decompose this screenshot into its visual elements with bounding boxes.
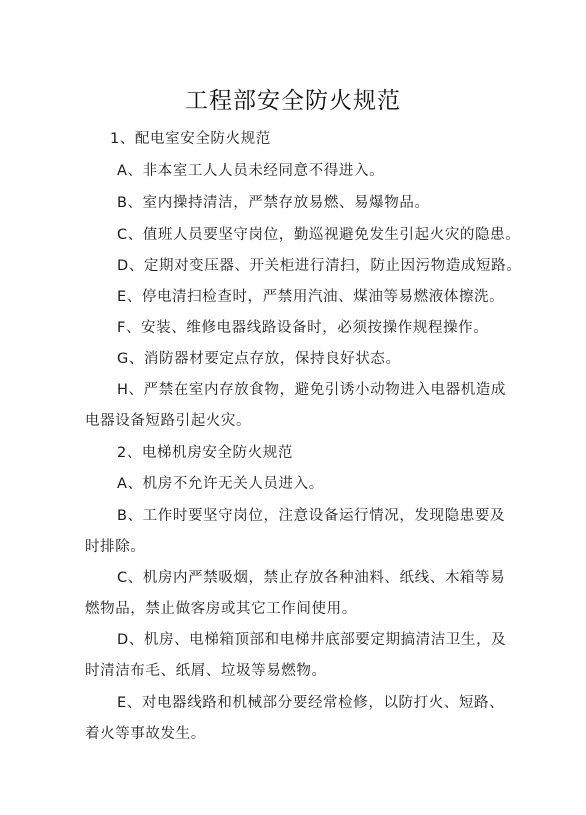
section-2-heading: 2、电梯机房安全防火规范 bbox=[117, 445, 293, 461]
section-1-item-h: H、严禁在室内存放食物，避免引诱小动物进入电器机造成 bbox=[117, 382, 507, 398]
section-1-item-f: F、安装、维修电器线路设备时，必须按操作规程操作。 bbox=[117, 320, 489, 336]
section-2-item-c-continued: 燃物品，禁止做客房或其它工作间使用。 bbox=[85, 601, 357, 617]
section-1-item-e: E、停电清扫检查时，严禁用汽油、煤油等易燃液体擦洗。 bbox=[117, 289, 505, 305]
document-title: 工程部安全防火规范 bbox=[185, 88, 401, 114]
section-2-item-b-continued: 时排除。 bbox=[85, 539, 146, 555]
section-2-item-d: D、机房、电梯箱顶部和电梯井底部要定期搞清洁卫生，及 bbox=[117, 632, 507, 648]
section-1-heading: 1、配电室安全防火规范 bbox=[110, 131, 271, 147]
section-1-item-d: D、定期对变压器、开关柜进行清扫，防止因污物造成短路。 bbox=[117, 258, 522, 274]
section-2-item-e: E、对电器线路和机械部分要经常检修，以防打火、短路、 bbox=[117, 695, 505, 711]
section-1-item-g: G、消防器材要定点存放，保持良好状态。 bbox=[117, 351, 401, 367]
section-2-item-b: B、工作时要坚守岗位，注意设备运行情况，发现隐患要及 bbox=[117, 508, 506, 524]
section-1-item-b: B、室内操持清洁，严禁存放易燃、易爆物品。 bbox=[117, 195, 430, 211]
section-1-item-h-continued: 电器设备短路引起火灾。 bbox=[85, 413, 252, 429]
section-1-item-a: A、非本室工人人员未经同意不得进入。 bbox=[117, 163, 385, 179]
section-2-item-a: A、机房不允许无关人员进入。 bbox=[117, 476, 324, 492]
section-2-item-e-continued: 着火等事故发生。 bbox=[85, 726, 206, 742]
section-1-item-c: C、值班人员要坚守岗位，勤巡视避免发生引起火灾的隐患。 bbox=[117, 227, 521, 243]
section-2-item-d-continued: 时清洁布毛、纸屑、垃圾等易燃物。 bbox=[85, 663, 327, 679]
section-2-item-c: C、机房内严禁吸烟，禁止存放各种油料、纸线、木箱等易 bbox=[117, 570, 506, 586]
